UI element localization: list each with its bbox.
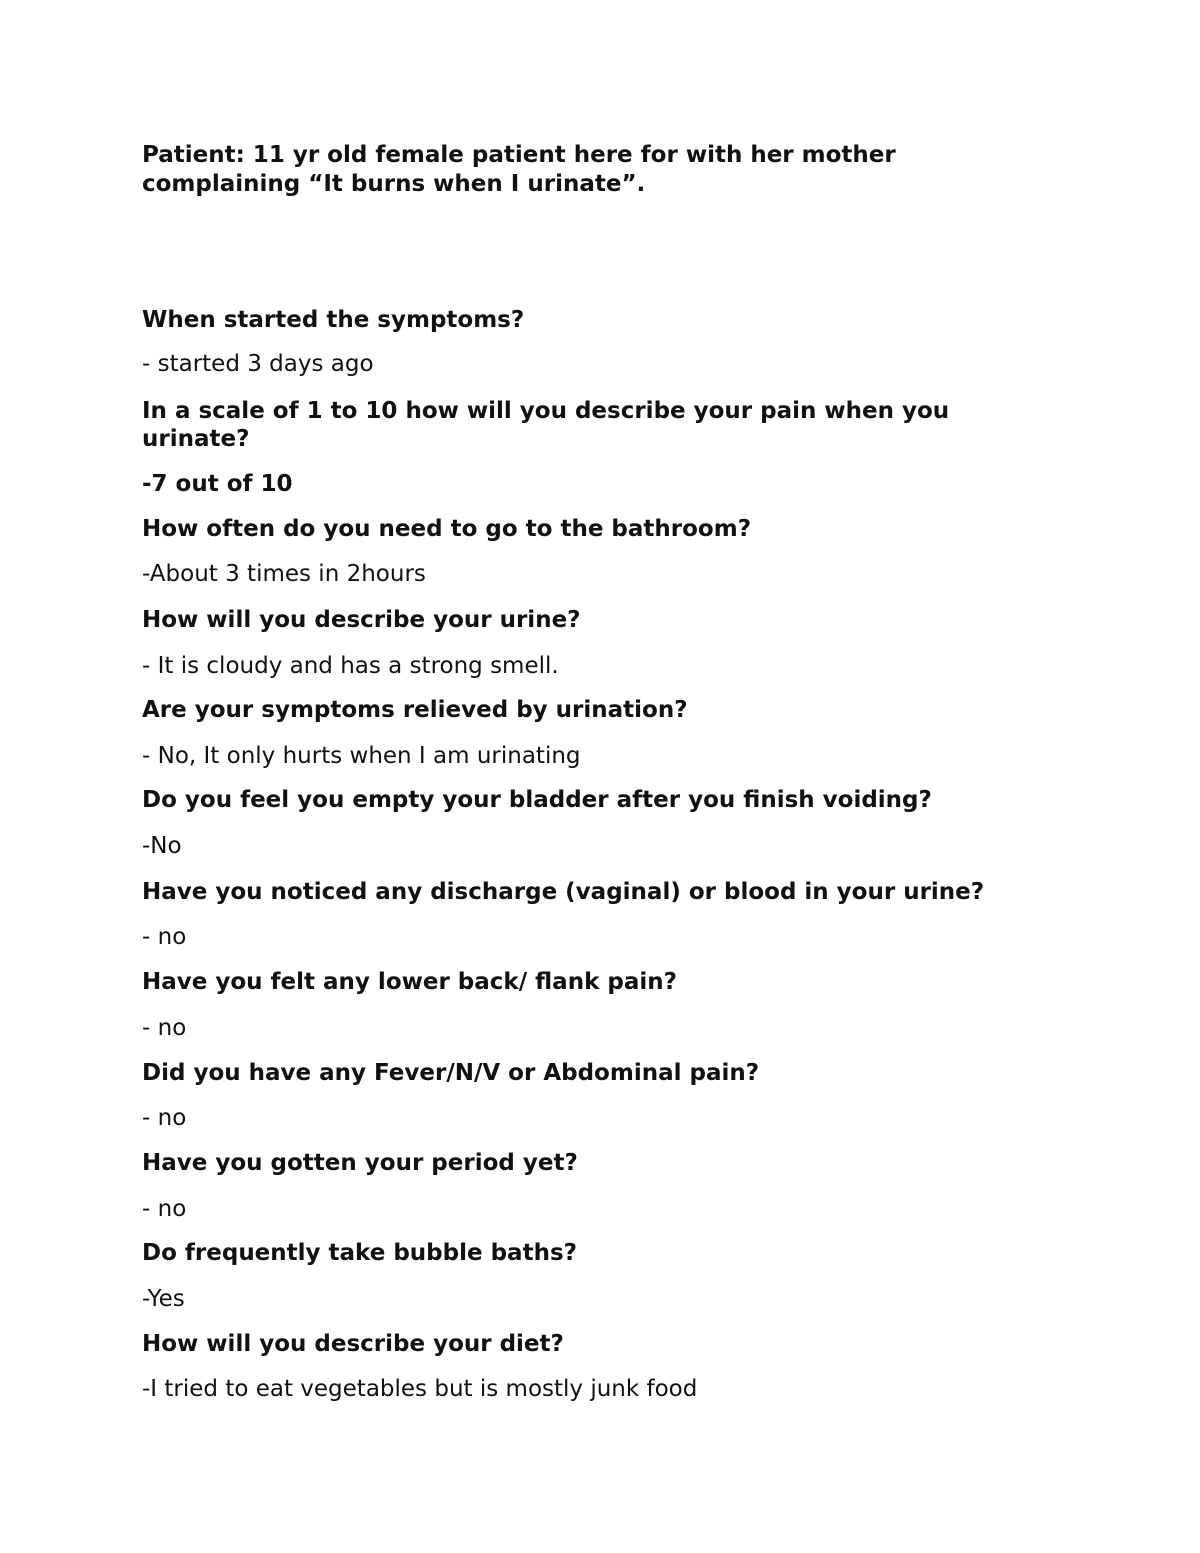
question: Did you have any Fever/N/V or Abdominal pain?: [142, 1060, 760, 1086]
answer: - no: [142, 1015, 187, 1041]
question: Have you noticed any discharge (vaginal) or blood in your urine?: [142, 879, 985, 905]
qa-item: [142, 968, 1062, 1042]
qa-item: [142, 1330, 1062, 1403]
qa-item: [142, 878, 1062, 951]
question: Have you gotten your period yet?: [142, 1150, 578, 1176]
question: How will you describe your diet?: [142, 1331, 564, 1357]
answer: - No, It only hurts when I am urinating: [142, 743, 581, 769]
answer: -Yes: [142, 1286, 185, 1312]
answer: - It is cloudy and has a strong smell.: [142, 653, 559, 679]
question: Do you feel you empty your bladder after you finish voiding?: [142, 787, 932, 813]
question: In a scale of 1 to 10 how will you describe your pain when you urinate?: [142, 398, 950, 452]
qa-item: [142, 606, 1062, 680]
qa-item: [142, 1149, 1062, 1223]
question: How often do you need to go to the bathroom?: [142, 516, 752, 542]
question: Have you felt any lower back/ flank pain?: [142, 969, 677, 995]
answer: - no: [142, 1105, 187, 1131]
answer: - no: [142, 924, 187, 950]
patient-intro: Patient: 11 yr old female patient here for with her mother complaining “It burns when I urinate”.: [142, 142, 896, 197]
qa-item: [142, 1239, 1062, 1313]
question: When started the symptoms?: [142, 307, 525, 333]
answer: -7 out of 10: [142, 471, 293, 497]
question: Do frequently take bubble baths?: [142, 1240, 577, 1266]
question: How will you describe your urine?: [142, 607, 581, 633]
answer: -I tried to eat vegetables but is mostly junk food: [142, 1376, 698, 1402]
qa-item: [142, 306, 1062, 378]
answer: -About 3 times in 2hours: [142, 561, 426, 587]
question: Are your symptoms relieved by urination?: [142, 697, 688, 723]
answer: - started 3 days ago: [142, 351, 374, 377]
qa-item: [142, 397, 1062, 498]
qa-item: [142, 515, 1062, 588]
qa-item: [142, 696, 1062, 770]
answer: -No: [142, 833, 182, 859]
qa-item: [142, 1059, 1062, 1132]
answer: - no: [142, 1196, 187, 1222]
qa-item: [142, 786, 1062, 860]
